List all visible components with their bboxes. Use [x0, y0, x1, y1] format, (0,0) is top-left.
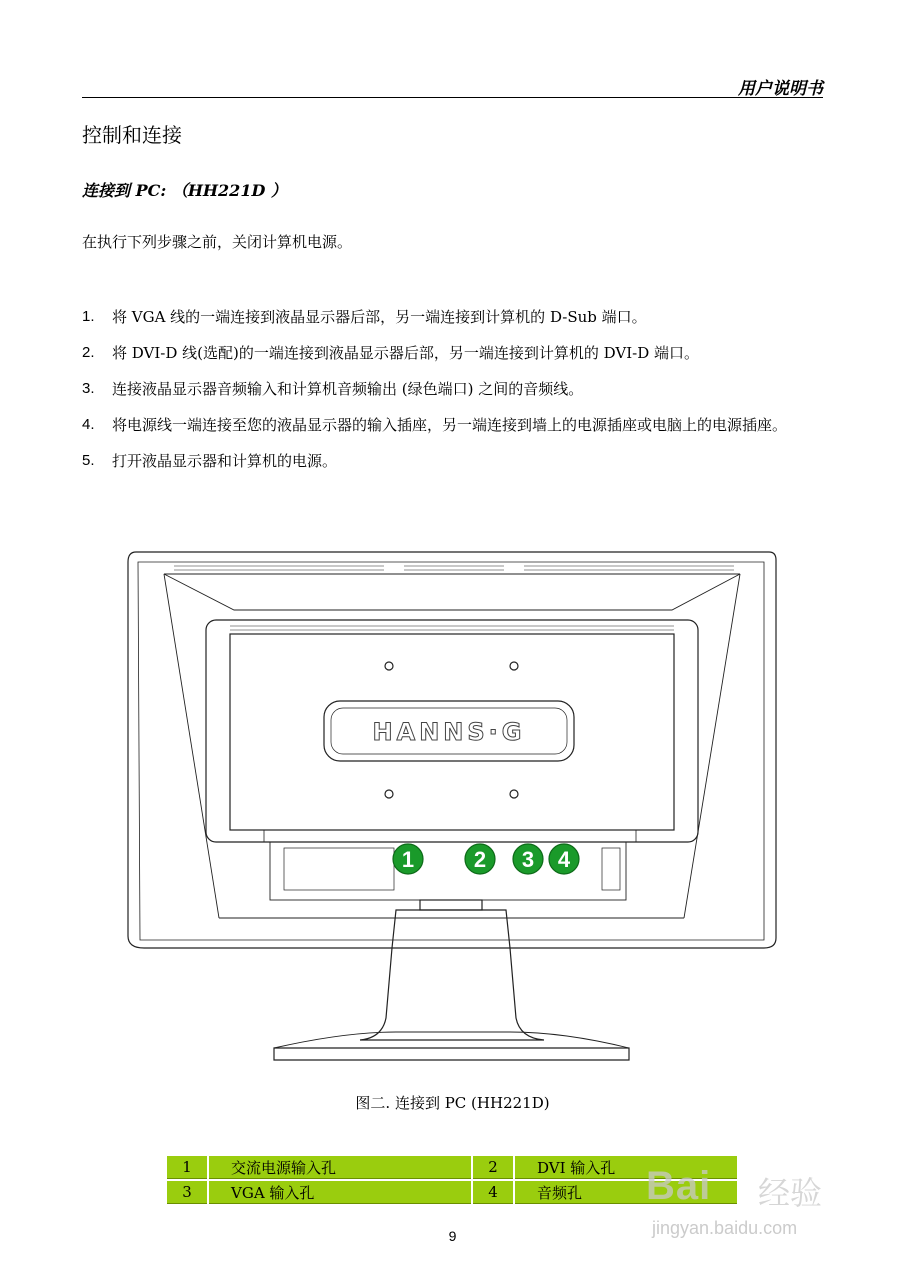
header-rule: [82, 97, 823, 98]
step-text: 打开液晶显示器和计算机的电源。: [112, 452, 338, 470]
svg-text:3: 3: [521, 847, 535, 872]
step-text: 将电源线一端连接至您的液晶显示器的输入插座，另一端连接到墙上的电源插座或电脑上的电源插座。: [112, 416, 788, 434]
top-vents: [174, 566, 734, 570]
section-title: 控制和连接: [82, 123, 182, 147]
legend-label: VGA 输入孔: [209, 1181, 471, 1204]
svg-text:1: 1: [401, 847, 415, 872]
housing-outline: [128, 552, 776, 948]
step-text: 将 DVI-D 线(选配)的一端连接到液晶显示器后部，另一端连接到计算机的 DVI-D 端口。: [112, 344, 700, 362]
svg-text:4: 4: [557, 847, 571, 872]
page-number: 9: [448, 1228, 457, 1244]
stand-neck: [360, 910, 544, 1040]
step-number: 5.: [82, 452, 95, 469]
port-marker-4: [549, 844, 579, 874]
legend-label: DVI 输入孔: [515, 1156, 737, 1179]
step-5: [82, 450, 822, 472]
intro-text: 在执行下列步骤之前，关闭计算机电源。: [82, 233, 353, 251]
legend-number: 1: [167, 1156, 207, 1179]
legend-number: 4: [473, 1181, 513, 1204]
step-number: 2.: [82, 344, 95, 361]
legend-label: 交流电源输入孔: [209, 1156, 471, 1179]
header-title: 用户说明书: [738, 79, 823, 99]
subsection-title: 连接到 PC: （HH221D ）: [82, 181, 287, 200]
step-text: 将 VGA 线的一端连接到液晶显示器后部，另一端连接到计算机的 D-Sub 端口。: [112, 308, 647, 326]
watermark-brand-cn: 经验: [758, 1174, 823, 1212]
port-strip: [264, 830, 636, 842]
baidu-watermark: [646, 1144, 856, 1244]
legend-number: 3: [167, 1181, 207, 1204]
step-number: 4.: [82, 416, 95, 433]
step-4: [82, 414, 822, 436]
housing-inner-outline: [138, 562, 764, 940]
step-1: [82, 306, 822, 328]
step-2: [82, 342, 822, 364]
legend-label: 音频孔: [515, 1181, 737, 1204]
step-number: 1.: [82, 308, 95, 325]
figure-caption: 图二. 连接到 PC (HH221D): [355, 1094, 550, 1112]
port-marker-3: [513, 844, 543, 874]
port-marker-2: [465, 844, 495, 874]
monitor-rear-diagram: [124, 548, 779, 1063]
port-marker-1: [393, 844, 423, 874]
brand-logo: HANNS·G: [372, 718, 526, 746]
step-text: 连接液晶显示器音频输入和计算机音频输出 (绿色端口) 之间的音频线。: [112, 380, 584, 398]
svg-text:2: 2: [473, 847, 487, 872]
legend-number: 2: [473, 1156, 513, 1179]
watermark-brand: Bai: [646, 1164, 712, 1208]
rear-bevel-top: [164, 574, 740, 610]
watermark-url: jingyan.baidu.com: [652, 1218, 798, 1238]
step-3: [82, 378, 822, 400]
steps-list: [82, 306, 822, 472]
stand-base: [274, 1048, 629, 1060]
step-number: 3.: [82, 380, 95, 397]
